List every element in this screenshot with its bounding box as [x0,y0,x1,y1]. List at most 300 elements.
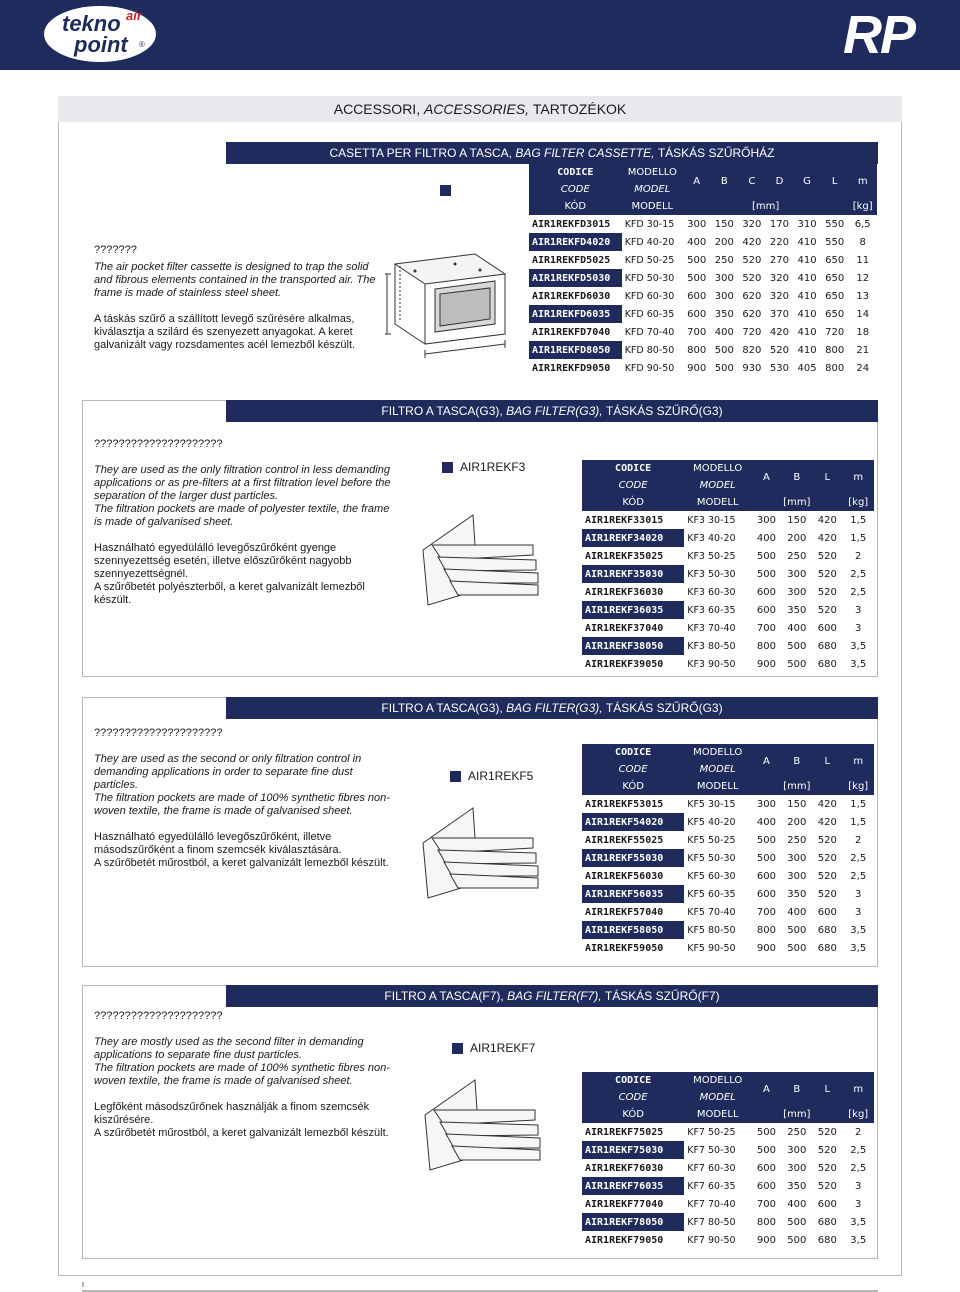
hdr-modello: MODELLO [622,164,683,181]
sec4-title-it: FILTRO A TASCA(F7), [384,989,508,1003]
table-row [529,359,877,377]
dimension-value: 3 [855,906,862,918]
sec3-title-en: BAG FILTER(G3), [506,701,606,715]
dimension-value: 930 [742,362,762,374]
dimension-value: 420 [817,798,837,810]
dimension-value: 400 [687,236,707,248]
sec1-title-hu: TÁSKÁS SZŰRŐHÁZ [657,146,775,160]
model-name: KF5 50-25 [687,834,736,846]
description-hu-2: A szűrőbetét műrostból, a keret galvanizált lemezből készült. [94,1127,389,1139]
dimension-value: 900 [756,1234,776,1246]
hdr-col: L [812,460,842,494]
product-code: AIR1REKF53015 [585,798,664,810]
dimension-value: 200 [714,236,734,248]
table-row [529,215,877,233]
product-code: AIR1REKF76035 [582,1177,684,1195]
spec-table-kf5 [582,744,874,957]
dimension-value: 500 [787,658,807,670]
product-code: AIR1REKFD6035 [529,305,622,323]
table-row [582,529,874,547]
table-row [582,637,874,655]
table-row [529,341,877,359]
dimension-value: 520 [817,568,837,580]
dimension-value: 900 [756,658,776,670]
description-en: The air pocket filter cassette is designed to trap the solid and fibrous elements contained in the transported air. The frame is made of stainless steel sheet. [94,261,376,299]
hdr-unit-kg: [kg] [842,1106,874,1123]
product-code: AIR1REKF38050 [582,637,684,655]
dimension-value: 370 [769,308,789,320]
bag-filter-diagram [418,798,548,908]
hdr-col: L [821,164,849,198]
model-name: KFD 70-40 [624,326,675,338]
dimension-value: 400 [756,816,776,828]
dimension-value: 2,5 [850,1162,867,1174]
model-series-label: AIR1REKF3 [460,460,526,474]
product-code: AIR1REKF56035 [582,885,684,903]
model-name: KF7 90-50 [687,1234,736,1246]
dimension-value: 2,5 [850,852,867,864]
hdr-codice: CODICE [582,1072,684,1089]
dimension-value: 600 [817,1198,837,1210]
hdr-col: D [766,164,794,198]
model-name: KFD 30-15 [624,218,675,230]
model-name: KFD 90-50 [624,362,675,374]
dimension-value: 3,5 [850,942,867,954]
dimension-value: 820 [742,344,762,356]
model-name: KF5 70-40 [687,906,736,918]
dimension-value: 500 [687,272,707,284]
dimension-value: 3,5 [850,640,867,652]
table-row [582,867,874,885]
dimension-value: 650 [825,308,845,320]
table-row [582,813,874,831]
hdr-kod: KÓD [529,198,622,215]
dimension-value: 520 [769,344,789,356]
dimension-value: 350 [714,308,734,320]
hdr-modello: MODELLO [684,1072,751,1089]
dimension-value: 600 [817,622,837,634]
model-name: KF3 70-40 [687,622,736,634]
section-description [94,727,394,870]
dimension-value: 500 [687,254,707,266]
product-code: AIR1REKF75030 [582,1141,684,1159]
hdr-unit-mm: [mm] [751,494,842,511]
product-code: AIR1REKF78050 [582,1213,684,1231]
hdr-modell: MODELL [622,198,683,215]
model-name: KFD 80-50 [624,344,675,356]
hdr-modello: MODELLO [684,744,751,761]
dimension-value: 410 [797,236,817,248]
hdr-unit-mm: [mm] [751,1106,842,1123]
hdr-col: L [812,1072,842,1106]
dimension-value: 520 [817,586,837,598]
dimension-value: 700 [687,326,707,338]
dimension-value: 600 [756,604,776,616]
dimension-value: 520 [817,1180,837,1192]
dimension-value: 520 [817,550,837,562]
dimension-value: 400 [714,326,734,338]
dimension-value: 680 [817,924,837,936]
dimension-value: 620 [742,308,762,320]
description-hu: A táskás szűrő a szállított levegő szűrésére alkalmas, kiválasztja a szilárd és szenyezett anyagokat. A keret galvanizált vagy rozsdamentes acél lemezből készült. [94,313,356,351]
dimension-value: 520 [817,888,837,900]
sec2-title-en: BAG FILTER(G3), [506,404,606,418]
description-en-2: The filtration pockets are made of polyester textile, the frame is made of galvanised sheet. [94,503,390,528]
logo-text-tekno: tekno [62,11,121,36]
model-name: KFD 50-30 [624,272,675,284]
dimension-value: 520 [817,870,837,882]
table-row [582,1159,874,1177]
dimension-value: 300 [714,272,734,284]
dimension-value: 800 [825,344,845,356]
dimension-value: 800 [756,924,776,936]
section-marker-icon [450,771,461,782]
hdr-col: A [751,460,781,494]
dimension-value: 8 [859,236,866,248]
dimension-value: 700 [756,906,776,918]
dimension-value: 250 [787,834,807,846]
dimension-value: 150 [787,514,807,526]
dimension-value: 600 [756,870,776,882]
section-heading: ????????????????????? [94,727,223,739]
section-description [94,1010,394,1140]
section-description [94,244,384,365]
table-row [582,849,874,867]
dimension-value: 24 [856,362,870,374]
product-code: AIR1REKFD6030 [532,290,611,302]
dimension-value: 500 [787,640,807,652]
table-row [582,1195,874,1213]
dimension-value: 300 [787,586,807,598]
page-title [58,96,902,122]
section-heading: ????????????????????? [94,438,223,450]
model-name: KF7 70-40 [687,1198,736,1210]
dimension-value: 420 [769,326,789,338]
dimension-value: 21 [856,344,870,356]
dimension-value: 900 [756,942,776,954]
product-code: AIR1REKF58050 [582,921,684,939]
table-row [582,547,874,565]
model-name: KF5 90-50 [687,942,736,954]
bag-filter-diagram [420,1070,550,1180]
dimension-value: 400 [787,622,807,634]
hdr-modell: MODELL [684,1106,751,1123]
dimension-value: 320 [742,218,762,230]
hdr-kod: KÓD [582,494,684,511]
dimension-value: 410 [797,344,817,356]
table-row [582,601,874,619]
product-code: AIR1REKF76030 [585,1162,664,1174]
hdr-col: B [782,744,812,778]
product-code: AIR1REKF55030 [582,849,684,867]
hdr-model: MODEL [622,181,683,198]
product-code: AIR1REKFD7040 [532,326,611,338]
dimension-value: 2,5 [850,1144,867,1156]
product-code: AIR1REKF37040 [585,622,664,634]
sec3-title-hu: TÁSKÁS SZŰRŐ(G3) [605,701,723,715]
model-series-label: AIR1REKF7 [470,1041,536,1055]
dimension-value: 3,5 [850,658,867,670]
dimension-value: 680 [817,1216,837,1228]
dimension-value: 2,5 [850,568,867,580]
product-code: AIR1REKF79050 [585,1234,664,1246]
model-name: KF5 30-15 [687,798,736,810]
section-heading: ????????????????????? [94,1010,223,1022]
sec1-title-en: BAG FILTER CASSETTE, [515,146,658,160]
model-name: KF3 80-50 [687,640,736,652]
hdr-col: L [812,744,842,778]
dimension-value: 300 [787,1162,807,1174]
hdr-modell: MODELL [684,778,751,795]
model-name: KFD 50-25 [624,254,675,266]
hdr-kod: KÓD [582,778,684,795]
table-row [582,1141,874,1159]
table-row [582,655,874,673]
dimension-value: 520 [817,1162,837,1174]
dimension-value: 800 [825,362,845,374]
hdr-col: A [751,1072,781,1106]
product-code: AIR1REKF33015 [585,514,664,526]
section-title-f7 [226,985,878,1007]
dimension-value: 1,5 [850,798,867,810]
hdr-unit-mm: [mm] [683,198,849,215]
model-name: KFD 60-35 [624,308,675,320]
dimension-value: 200 [787,532,807,544]
dimension-value: 680 [817,1234,837,1246]
table-row [582,885,874,903]
dimension-value: 350 [787,888,807,900]
title-it: ACCESSORI, [333,101,424,117]
dimension-value: 420 [817,816,837,828]
model-name: KF5 80-50 [687,924,736,936]
hdr-code: CODE [582,761,684,778]
dimension-value: 600 [687,290,707,302]
dimension-value: 3,5 [850,1216,867,1228]
brand-rp: RP [842,5,914,65]
section-marker-icon [442,462,453,473]
dimension-value: 300 [756,798,776,810]
dimension-value: 1,5 [850,816,867,828]
bag-filter-diagram [418,505,548,615]
dimension-value: 500 [714,344,734,356]
dimension-value: 13 [856,290,870,302]
hdr-col: B [782,460,812,494]
header-bar [0,0,960,70]
dimension-value: 800 [756,640,776,652]
dimension-value: 500 [787,1216,807,1228]
hdr-codice: CODICE [582,460,684,477]
dimension-value: 500 [756,834,776,846]
dimension-value: 600 [687,308,707,320]
product-code: AIR1REKFD4020 [529,233,622,251]
dimension-value: 2 [855,550,862,562]
model-name: KF5 40-20 [687,816,736,828]
dimension-value: 600 [756,1180,776,1192]
hdr-code: CODE [529,181,622,198]
dimension-value: 12 [856,272,870,284]
dimension-value: 550 [825,236,845,248]
dimension-value: 170 [769,218,789,230]
description-en: They are used as the only filtration control in less demanding applications or as pre-filters at a first filtration level before the separation of the larger dust particles. [94,464,391,502]
dimension-value: 650 [825,254,845,266]
product-code: AIR1REKF36035 [582,601,684,619]
dimension-value: 420 [817,532,837,544]
model-name: KF5 50-30 [687,852,736,864]
sec1-title-it: CASETTA PER FILTRO A TASCA, [329,146,516,160]
dimension-value: 320 [769,290,789,302]
description-en-2: The filtration pockets are made of 100% synthetic fibres non-woven textile, the frame is made of galvanised sheet. [94,792,390,817]
model-name: KF7 60-35 [687,1180,736,1192]
table-row [582,619,874,637]
dimension-value: 500 [756,852,776,864]
dimension-value: 500 [756,550,776,562]
hdr-unit-kg: [kg] [848,198,877,215]
dimension-value: 300 [787,870,807,882]
product-code: AIR1REKF34020 [582,529,684,547]
product-code: AIR1REKF75025 [585,1126,664,1138]
dimension-value: 2,5 [850,870,867,882]
product-code: AIR1REKF35030 [582,565,684,583]
dimension-value: 2 [855,1126,862,1138]
dimension-value: 500 [714,362,734,374]
hdr-col: A [683,164,711,198]
tekno-point-logo [44,6,156,62]
hdr-col: m [842,744,874,778]
dimension-value: 350 [787,1180,807,1192]
dimension-value: 520 [742,254,762,266]
model-name: KF7 80-50 [687,1216,736,1228]
table-row [529,251,877,269]
logo-text-point: point [74,32,128,57]
hdr-model: MODEL [684,761,751,778]
spacer-5 [82,1282,84,1284]
hdr-modell: MODELL [684,494,751,511]
dimension-value: 6,5 [854,218,871,230]
dimension-value: 2 [855,834,862,846]
model-name: KF5 60-35 [687,888,736,900]
description-hu-2: A szűrőbetét műrostból, a keret galvanizált lemezből készült. [94,857,389,869]
dimension-value: 520 [817,604,837,616]
dimension-value: 500 [787,1234,807,1246]
dimension-value: 300 [756,514,776,526]
description-en: They are used as the second or only filtration control in demanding applications in order to separate fine dust particles. [94,753,362,791]
dimension-value: 520 [817,852,837,864]
dimension-value: 650 [825,272,845,284]
dimension-value: 3 [855,622,862,634]
table-row [529,233,877,251]
product-code: AIR1REKFD9050 [532,362,611,374]
model-name: KF7 50-25 [687,1126,736,1138]
dimension-value: 410 [797,290,817,302]
table-row [582,831,874,849]
product-code: AIR1REKFD5030 [529,269,622,287]
dimension-value: 410 [797,308,817,320]
dimension-value: 300 [787,568,807,580]
dimension-value: 18 [856,326,870,338]
dimension-value: 350 [787,604,807,616]
dimension-value: 320 [769,272,789,284]
model-name: KF3 50-25 [687,550,736,562]
table-row [582,1177,874,1195]
dimension-value: 500 [756,1126,776,1138]
dimension-value: 3,5 [850,1234,867,1246]
table-row [582,1123,874,1141]
dimension-value: 14 [856,308,870,320]
section-marker-icon [440,185,451,196]
description-hu: Legfőként másodszűrőnek használják a finom szemcsék kiszűrésére. [94,1101,370,1126]
dimension-value: 600 [756,1162,776,1174]
model-name: KF3 40-20 [687,532,736,544]
dimension-value: 720 [742,326,762,338]
product-code: AIR1REKF54020 [582,813,684,831]
dimension-value: 800 [687,344,707,356]
table-row [582,903,874,921]
dimension-value: 300 [787,852,807,864]
section-title-g3-2 [226,697,878,719]
dimension-value: 310 [797,218,817,230]
dimension-value: 520 [742,272,762,284]
table-row [582,795,874,813]
sec4-title-en: BAG FILTER(F7), [507,989,605,1003]
product-code: AIR1REKF57040 [585,906,664,918]
model-name: KF5 60-30 [687,870,736,882]
dimension-value: 3,5 [850,924,867,936]
section-title-g3 [226,400,878,422]
description-en: They are mostly used as the second filter in demanding applications to separate fine dust particles. [94,1036,364,1061]
description-en-2: The filtration pockets are made of 100% synthetic fibres non-woven textile, the frame is made of galvanised sheet. [94,1062,390,1087]
dimension-value: 300 [714,290,734,302]
sec3-title-it: FILTRO A TASCA(G3), [381,701,507,715]
description-hu: Használható egyedülálló levegőszűrőként, illetve másodszűrőként a finom szemcsék kiválasztására. [94,831,342,856]
section-title-cassette [226,142,878,164]
dimension-value: 150 [714,218,734,230]
model-name: KF3 50-30 [687,568,736,580]
dimension-value: 500 [787,942,807,954]
hdr-kod: KÓD [582,1106,684,1123]
table-row [529,305,877,323]
hdr-modello: MODELLO [684,460,751,477]
dimension-value: 600 [756,586,776,598]
hdr-col: B [710,164,738,198]
dimension-value: 1,5 [850,514,867,526]
model-name: KF7 50-30 [687,1144,736,1156]
cassette-diagram [385,244,515,384]
dimension-value: 700 [756,1198,776,1210]
hdr-col: m [842,1072,874,1106]
product-code: AIR1REKF55025 [585,834,664,846]
dimension-value: 410 [797,272,817,284]
title-en: ACCESSORIES, [423,101,533,117]
hdr-code: CODE [582,1089,684,1106]
dimension-value: 405 [797,362,817,374]
hdr-codice: CODICE [529,164,622,181]
dimension-value: 150 [787,798,807,810]
dimension-value: 520 [817,1126,837,1138]
table-row [582,921,874,939]
dimension-value: 550 [825,218,845,230]
sec4-title-hu: TÁSKÁS SZŰRŐ(F7) [604,989,720,1003]
dimension-value: 400 [787,906,807,918]
spec-table-kfd [529,164,877,377]
dimension-value: 700 [756,622,776,634]
dimension-value: 410 [797,326,817,338]
model-name: KF3 60-35 [687,604,736,616]
dimension-value: 250 [714,254,734,266]
table-row [582,583,874,601]
dimension-value: 420 [817,514,837,526]
dimension-value: 1,5 [850,532,867,544]
model-name: KF3 90-50 [687,658,736,670]
